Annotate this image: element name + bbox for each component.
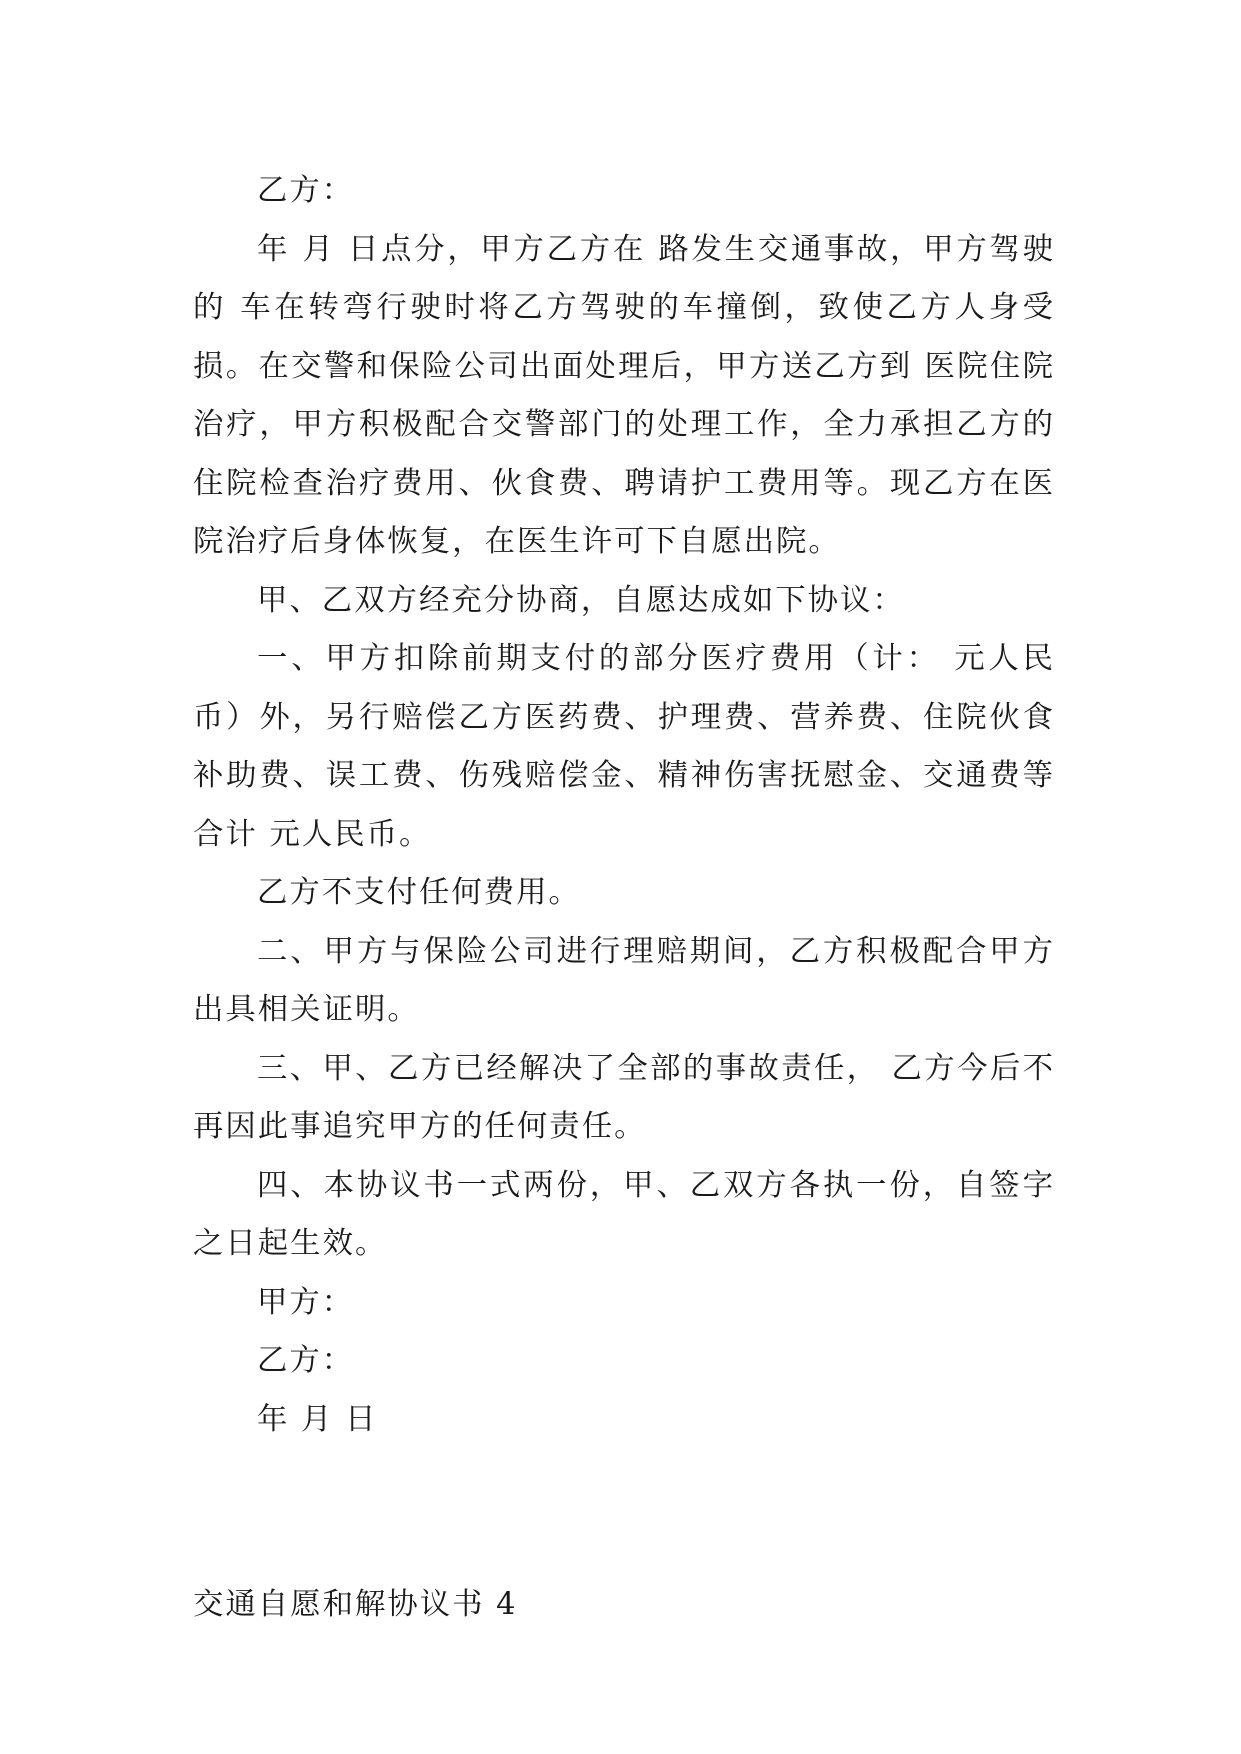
clause-3: 三、甲、乙方已经解决了全部的事故责任， 乙方今后不再因此事追究甲方的任何责任。	[193, 1050, 1055, 1144]
party-b-label-top: 乙方：	[257, 173, 355, 208]
clause-2: 二、甲方与保险公司进行理赔期间，乙方积极配合甲方出具相关证明。	[193, 933, 1055, 1027]
accident-description: 年 月 日点分，甲方乙方在 路发生交通事故，甲方驾驶的 车在转弯行驶时将乙方驾驶的车撞倒，致使乙方人身受损。在交警和保险公司出面处理后，甲方送乙方到 医院住院治疗，甲方积极配合交警部门的处理工作，全力承担乙方的住院检查治疗费用、伙食费、聘请护工费用等。现乙方在医院治疗后身体恢复，在医生许可下自愿出院。	[193, 231, 1055, 559]
party-b-signature: 乙方：	[257, 1343, 355, 1378]
clause-1: 一、甲方扣除前期支付的部分医疗费用（计： 元人民币）外，另行赔偿乙方医药费、护理费、营养费、住院伙食补助费、误工费、伤残赔偿金、精神伤害抚慰金、交通费等合计 元人民币。	[193, 641, 1055, 852]
signature-date: 年 月 日	[257, 1401, 378, 1437]
party-a-signature: 甲方：	[257, 1284, 355, 1320]
clause-4: 四、本协议书一式两份，甲、乙双方各执一份，自签字之日起生效。	[193, 1167, 1055, 1261]
next-section-heading: 交通自愿和解协议书 4	[193, 1587, 518, 1622]
agreement-intro: 甲、乙双方经充分协商，自愿达成如下协议：	[257, 582, 905, 618]
document-page	[193, 162, 1055, 1635]
clause-1-note: 乙方不支付任何费用。	[257, 875, 581, 910]
